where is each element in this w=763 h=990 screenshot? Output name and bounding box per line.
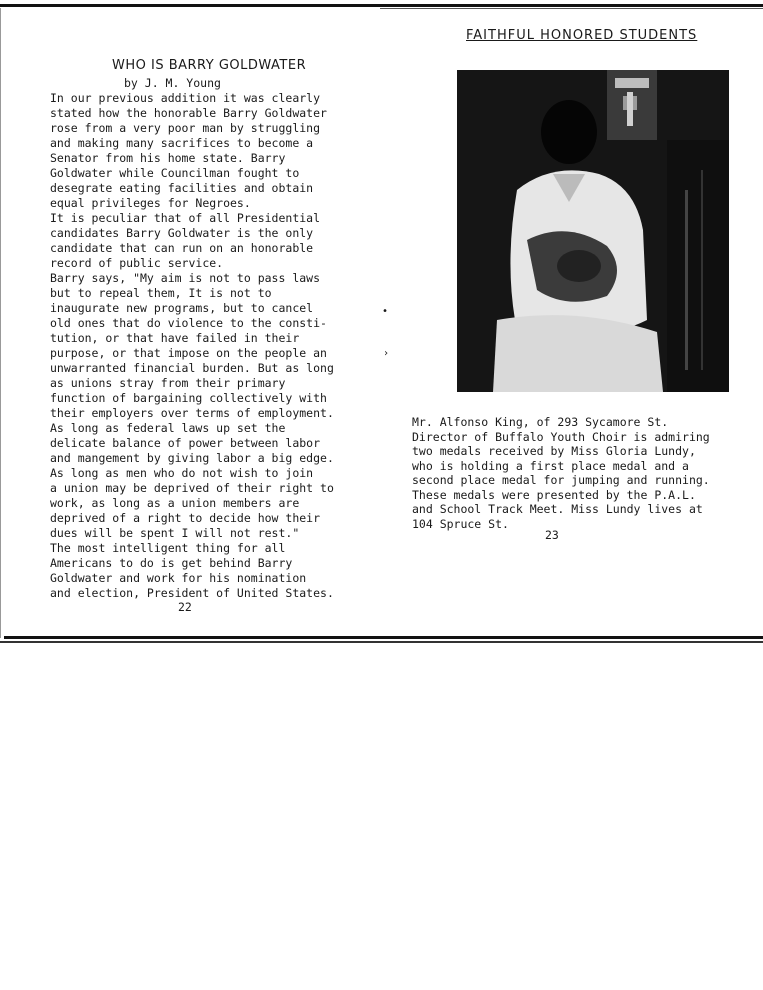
body-line: candidates Barry Goldwater is the only [50, 226, 314, 240]
body-line: desegrate eating facilities and obtain [50, 181, 314, 195]
body-line: a union may be deprived of their right to [50, 481, 334, 495]
body-line: tution, or that have failed in their [50, 331, 300, 345]
news-photograph [457, 70, 729, 392]
body-line: Goldwater and work for his nomination [50, 571, 307, 585]
body-line: deprived of a right to decide how their [50, 511, 321, 525]
caption-line: who is holding a first place medal and a [412, 458, 689, 473]
body-line: as unions stray from their primary [50, 376, 286, 390]
caption-line: two medals received by Miss Gloria Lundy, [412, 444, 696, 458]
caption-line: Mr. Alfonso King, of 293 Sycamore St. [412, 415, 669, 429]
caption-line: and School Track Meet. Miss Lundy lives at [412, 502, 703, 516]
stray-mark: • [382, 306, 389, 317]
body-line: their employers over terms of employment. [50, 406, 334, 420]
body-line: and election, President of United States. [50, 586, 334, 600]
caption-line: These medals were presented by the P.A.L. [412, 487, 696, 502]
body-line: work, as long as a union members are [50, 496, 300, 510]
body-line: and making many sacrifices to become a [50, 136, 314, 150]
bottom-border-rule [4, 636, 763, 639]
body-line: dues will be spent I will not rest." [50, 526, 300, 540]
top-border-rule-secondary [380, 8, 763, 9]
body-line: equal privileges for Negroes. [50, 196, 251, 210]
left-edge-line [0, 8, 1, 638]
body-line: Americans to do is get behind Barry [50, 556, 293, 570]
body-line: purpose, or that impose on the people an [50, 346, 327, 360]
body-line: Barry says, "My aim is not to pass laws [50, 271, 321, 285]
photo-illustration [457, 70, 729, 392]
body-line: As long as men who do not wish to join [50, 466, 314, 480]
caption-line: Director of Buffalo Youth Choir is admiring [412, 429, 710, 444]
body-line: The most intelligent thing for all [50, 541, 286, 555]
stray-mark: › [383, 348, 390, 359]
body-line: stated how the honorable Barry Goldwater [50, 106, 327, 120]
body-line: rose from a very poor man by struggling [50, 121, 321, 135]
left-article-body [50, 91, 375, 601]
body-line: inaugurate new programs, but to cancel [50, 301, 314, 315]
body-line: It is peculiar that of all Presidential [50, 211, 321, 225]
top-border-rule [0, 4, 763, 7]
bottom-border-rule-secondary [0, 641, 763, 643]
body-line: record of public service. [50, 256, 224, 270]
photo-caption [412, 415, 752, 531]
body-line: candidate that can run on an honorable [50, 241, 314, 255]
body-line: delicate balance of power between labor [50, 436, 321, 450]
left-article-title: WHO IS BARRY GOLDWATER [112, 58, 307, 73]
left-page-number: 22 [178, 600, 192, 614]
body-line: unwarranted financial burden. But as long [50, 361, 334, 375]
body-line: function of bargaining collectively with [50, 391, 327, 405]
body-line: Goldwater while Councilman fought to [50, 166, 300, 180]
body-line: old ones that do violence to the consti- [50, 316, 327, 330]
caption-line: second place medal for jumping and running. [412, 473, 710, 487]
body-line: In our previous addition it was clearly [50, 91, 321, 105]
body-line: As long as federal laws up set the [50, 421, 286, 435]
body-line: but to repeal them, It is not to [50, 286, 272, 300]
left-article-byline: by J. M. Young [124, 76, 221, 90]
right-article-title: FAITHFUL HONORED STUDENTS [466, 28, 698, 43]
right-page-number: 23 [545, 528, 559, 542]
body-line: and mangement by giving labor a big edge. [50, 451, 334, 465]
caption-line: 104 Spruce St. [412, 516, 509, 531]
body-line: Senator from his home state. Barry [50, 151, 286, 165]
